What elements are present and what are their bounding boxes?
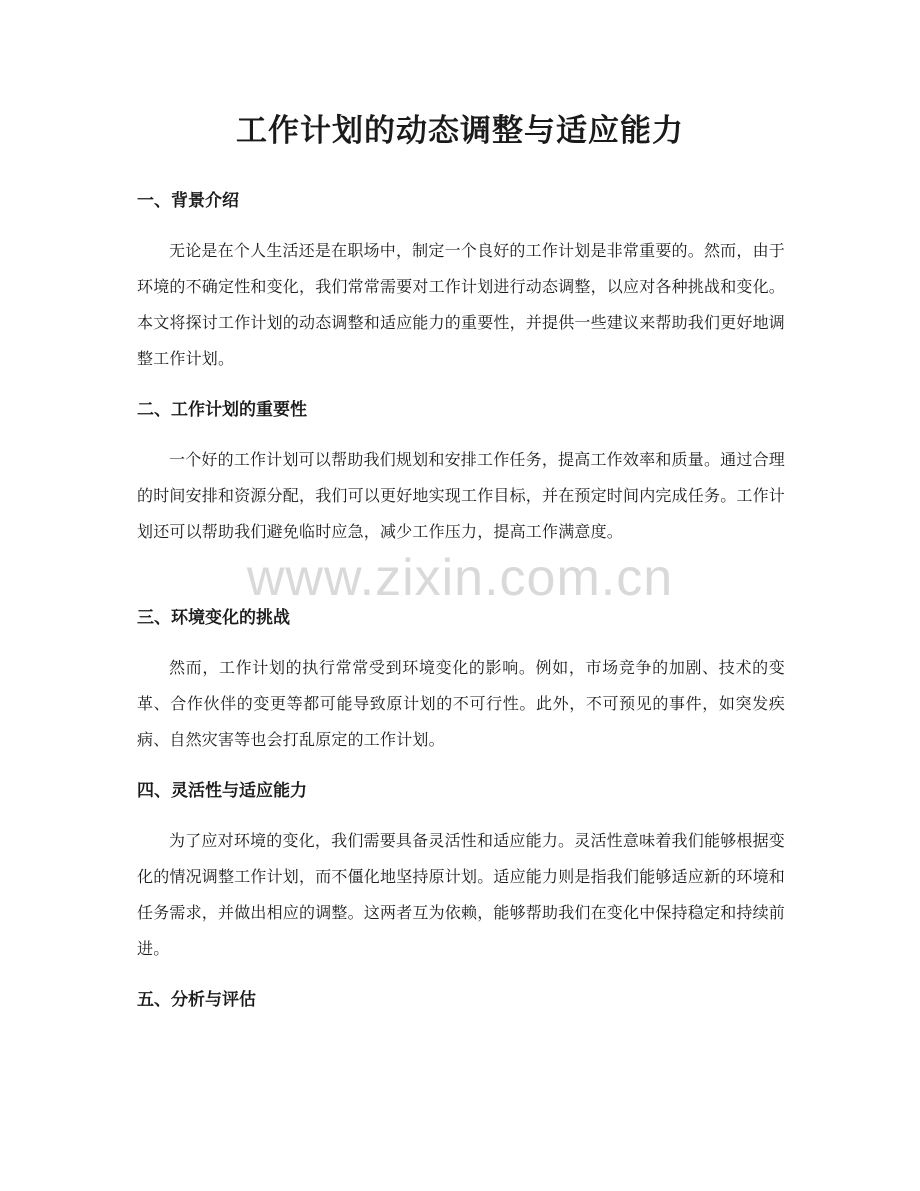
section-paragraph-challenges: 然而，工作计划的执行常常受到环境变化的影响。例如，市场竞争的加剧、技术的变革、合作伙伴的变更等都可能导致原计划的不可行性。此外，不可预见的事件，如突发疾病、自然灾害等也会打乱原定的工作计划。 xyxy=(137,658,785,749)
section-heading-challenges: 三、环境变化的挑战 xyxy=(137,608,290,628)
section-paragraph-flexibility: 为了应对环境的变化，我们需要具备灵活性和适应能力。灵活性意味着我们能够根据变化的情况调整工作计划，而不僵化地坚持原计划。适应能力则是指我们能够适应新的环境和任务需求，并做出相应的调整。这两者互为依赖，能够帮助我们在变化中保持稳定和持续前进。 xyxy=(137,831,786,958)
section-paragraph-importance: 一个好的工作计划可以帮助我们规划和安排工作任务，提高工作效率和质量。通过合理的时间安排和资源分配，我们可以更好地实现工作目标，并在预定时间内完成任务。工作计划还可以帮助我们避免临时应急，减少工作压力，提高工作满意度。 xyxy=(137,450,786,541)
section-heading-importance: 二、工作计划的重要性 xyxy=(137,400,307,420)
watermark: www.zixin.com.cn xyxy=(246,549,674,607)
document-title: 工作计划的动态调整与适应能力 xyxy=(236,113,684,149)
section-heading-flexibility: 四、灵活性与适应能力 xyxy=(137,781,307,801)
section-heading-background: 一、背景介绍 xyxy=(137,191,239,211)
section-paragraph-background: 无论是在个人生活还是在职场中，制定一个良好的工作计划是非常重要的。然而，由于环境的不确定性和变化，我们常常需要对工作计划进行动态调整，以应对各种挑战和变化。本文将探讨工作计划的动态调整和适应能力的重要性，并提供一些建议来帮助我们更好地调整工作计划。 xyxy=(137,241,786,368)
section-heading-analysis: 五、分析与评估 xyxy=(137,990,256,1010)
